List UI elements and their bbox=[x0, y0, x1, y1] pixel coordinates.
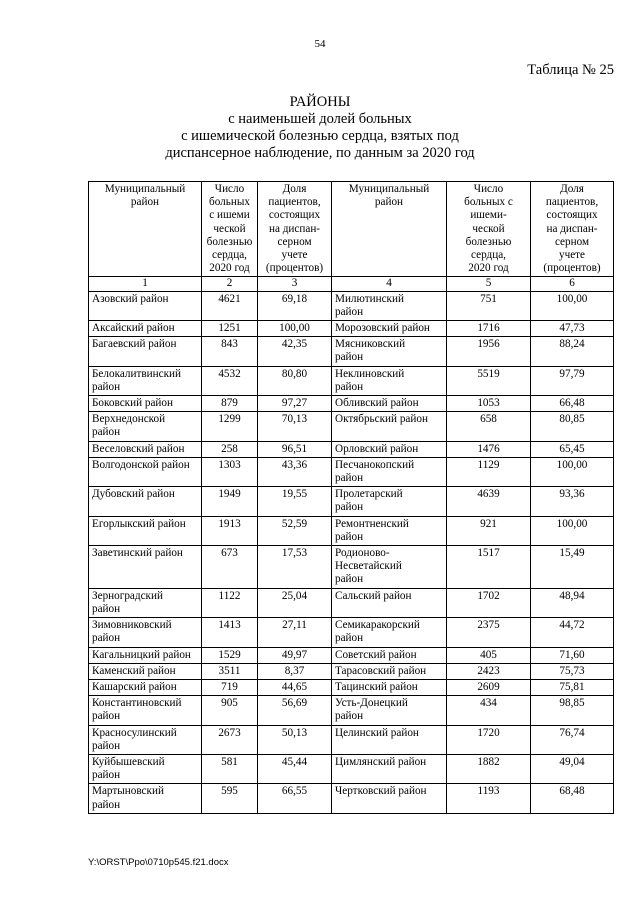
district-name-line: Тацинский район bbox=[335, 680, 418, 693]
district-name-line: Зерноградский bbox=[92, 589, 163, 602]
patient-count-cell: 1882 bbox=[447, 754, 531, 783]
patient-count-cell: 434 bbox=[447, 696, 531, 725]
header-line: 2020 год bbox=[468, 262, 509, 275]
header-line: Доля bbox=[282, 183, 307, 195]
district-name-line: район bbox=[92, 426, 121, 439]
patient-count-cell: 405 bbox=[447, 647, 531, 663]
share-percent-cell: 69,18 bbox=[258, 291, 332, 320]
district-name-line: район bbox=[335, 380, 364, 393]
column-number: 6 bbox=[531, 277, 614, 291]
district-name-line: Мартыновский bbox=[92, 785, 164, 798]
patient-count-cell: 5519 bbox=[447, 366, 531, 395]
district-name-line: Песчанокопский bbox=[335, 458, 415, 471]
page-number: 54 bbox=[314, 38, 326, 50]
district-name-cell bbox=[89, 337, 202, 366]
district-name-line: Дубовский район bbox=[92, 488, 175, 501]
patient-count-cell: 4639 bbox=[447, 487, 531, 516]
district-name-cell bbox=[332, 618, 447, 647]
district-name-line: Неклиновский bbox=[335, 367, 405, 380]
table-row bbox=[89, 396, 614, 412]
share-percent-cell: 56,69 bbox=[258, 696, 332, 725]
header-line: район bbox=[374, 196, 404, 209]
district-name-cell bbox=[332, 291, 447, 320]
share-percent-cell: 25,04 bbox=[258, 588, 332, 617]
header-line: болезнью bbox=[465, 235, 512, 248]
document-title bbox=[0, 94, 640, 162]
header-line: пациентов, bbox=[268, 196, 321, 209]
header-row bbox=[89, 182, 614, 277]
district-name-line: Аксайский район bbox=[92, 322, 175, 335]
share-percent-cell: 15,49 bbox=[531, 546, 614, 589]
share-percent-cell: 65,45 bbox=[531, 441, 614, 457]
district-name-line: Морозовский район bbox=[335, 322, 430, 335]
patient-count-cell: 1122 bbox=[202, 588, 258, 617]
header-line: пациентов, bbox=[545, 196, 599, 209]
column-number: 2 bbox=[202, 277, 258, 291]
district-name-line: Куйбышевский bbox=[92, 755, 165, 768]
district-name-line: Каменский район bbox=[92, 664, 176, 677]
district-name-cell bbox=[89, 679, 202, 695]
patient-count-cell: 905 bbox=[202, 696, 258, 725]
header-line: Доля bbox=[560, 183, 584, 195]
district-name-line: Белокалитвинский bbox=[92, 367, 181, 380]
share-percent-cell: 47,73 bbox=[531, 321, 614, 337]
share-percent-cell: 100,00 bbox=[258, 321, 332, 337]
district-name-line: район bbox=[92, 632, 121, 645]
patient-count-cell: 1949 bbox=[202, 487, 258, 516]
column-number: 4 bbox=[332, 277, 447, 291]
header-share bbox=[258, 182, 332, 277]
share-percent-cell: 97,79 bbox=[531, 366, 614, 395]
header-line: Число bbox=[214, 183, 245, 195]
district-name-cell bbox=[332, 487, 447, 516]
share-percent-cell: 80,85 bbox=[531, 412, 614, 441]
patient-count-cell: 1702 bbox=[447, 588, 531, 617]
table-row bbox=[89, 754, 614, 783]
patient-count-cell: 1517 bbox=[447, 546, 531, 589]
header-line: ческой bbox=[472, 222, 505, 235]
header-line: сердца, bbox=[212, 249, 247, 262]
header-line: на диспан- bbox=[546, 222, 598, 235]
district-name-cell bbox=[332, 754, 447, 783]
table-row bbox=[89, 516, 614, 545]
patient-count-cell: 673 bbox=[202, 546, 258, 589]
district-name-line: Ремонтненский bbox=[335, 517, 409, 530]
header-share bbox=[531, 182, 614, 277]
patient-count-cell: 843 bbox=[202, 337, 258, 366]
patient-count-cell: 1251 bbox=[202, 321, 258, 337]
district-name-line: Чертковский район bbox=[335, 785, 427, 798]
district-name-line: Волгодонской район bbox=[92, 458, 190, 471]
header-line: состоящих bbox=[268, 209, 321, 222]
header-line: (процентов) bbox=[265, 262, 324, 275]
district-name-cell bbox=[332, 588, 447, 617]
header-line: на диспан- bbox=[268, 222, 321, 235]
patient-count-cell: 2375 bbox=[447, 618, 531, 647]
district-name-line: район bbox=[335, 472, 364, 485]
district-name-cell bbox=[89, 696, 202, 725]
share-percent-cell: 42,35 bbox=[258, 337, 332, 366]
district-name-line: Советский район bbox=[335, 648, 417, 661]
patient-count-cell: 921 bbox=[447, 516, 531, 545]
patient-count-cell: 1413 bbox=[202, 618, 258, 647]
header-line: 2020 год bbox=[209, 262, 250, 275]
district-name-cell bbox=[89, 663, 202, 679]
district-name-line: район bbox=[335, 632, 364, 645]
district-name-line: район bbox=[92, 798, 121, 811]
district-name-cell bbox=[332, 546, 447, 589]
district-name-line: Веселовский район bbox=[92, 442, 185, 455]
patient-count-cell: 719 bbox=[202, 679, 258, 695]
header-line: состоящих bbox=[546, 209, 598, 222]
district-name-cell bbox=[89, 366, 202, 395]
table-row bbox=[89, 457, 614, 486]
district-name-line: Егорлыкский район bbox=[92, 517, 186, 530]
district-name-cell bbox=[332, 441, 447, 457]
district-name-cell bbox=[332, 679, 447, 695]
share-percent-cell: 80,80 bbox=[258, 366, 332, 395]
patient-count-cell: 3511 bbox=[202, 663, 258, 679]
district-name-line: район bbox=[92, 769, 121, 782]
district-name-line: район bbox=[335, 710, 364, 723]
share-percent-cell: 19,55 bbox=[258, 487, 332, 516]
table-row bbox=[89, 784, 614, 813]
district-name-line: Родионово- bbox=[335, 547, 390, 560]
district-name-line: Цимлянский район bbox=[335, 755, 427, 768]
title-line: с наименьшей долей больных bbox=[228, 111, 412, 127]
district-name-cell bbox=[332, 663, 447, 679]
district-name-cell bbox=[89, 754, 202, 783]
header-line: серном bbox=[554, 235, 590, 248]
district-name-cell bbox=[89, 487, 202, 516]
column-number: 1 bbox=[89, 277, 202, 291]
district-name-cell bbox=[89, 647, 202, 663]
table-row bbox=[89, 696, 614, 725]
patient-count-cell: 2673 bbox=[202, 725, 258, 754]
share-percent-cell: 45,44 bbox=[258, 754, 332, 783]
table-row bbox=[89, 337, 614, 366]
district-name-cell bbox=[89, 546, 202, 589]
header-line: Муниципальный bbox=[348, 183, 430, 195]
header-patient-count bbox=[202, 182, 258, 277]
district-name-cell bbox=[332, 784, 447, 813]
district-name-cell bbox=[332, 412, 447, 441]
share-percent-cell: 97,27 bbox=[258, 396, 332, 412]
district-name-cell bbox=[89, 321, 202, 337]
header-line: с ишеми bbox=[209, 209, 250, 222]
share-percent-cell: 88,24 bbox=[531, 337, 614, 366]
district-name-cell bbox=[332, 396, 447, 412]
header-district bbox=[332, 182, 447, 277]
district-name-cell bbox=[332, 647, 447, 663]
header-line: ческой bbox=[213, 222, 246, 235]
district-name-cell bbox=[89, 588, 202, 617]
title-subtitle bbox=[0, 111, 640, 162]
district-name-line: Мясниковский bbox=[335, 338, 406, 351]
patient-count-cell: 1193 bbox=[447, 784, 531, 813]
share-percent-cell: 8,37 bbox=[258, 663, 332, 679]
district-name-line: Орловский район bbox=[335, 442, 419, 455]
share-percent-cell: 96,51 bbox=[258, 441, 332, 457]
table-row bbox=[89, 663, 614, 679]
district-name-cell bbox=[332, 516, 447, 545]
table-row bbox=[89, 366, 614, 395]
patient-count-cell: 4621 bbox=[202, 291, 258, 320]
share-percent-cell: 44,72 bbox=[531, 618, 614, 647]
table-row bbox=[89, 487, 614, 516]
patient-count-cell: 2423 bbox=[447, 663, 531, 679]
district-name-line: Багаевский район bbox=[92, 338, 177, 351]
share-percent-cell: 50,13 bbox=[258, 725, 332, 754]
table-row bbox=[89, 291, 614, 320]
share-percent-cell: 100,00 bbox=[531, 516, 614, 545]
patient-count-cell: 2609 bbox=[447, 679, 531, 695]
districts-table bbox=[88, 181, 614, 814]
header-line: сердца, bbox=[471, 249, 506, 262]
table-row bbox=[89, 725, 614, 754]
district-name-cell bbox=[89, 441, 202, 457]
share-percent-cell: 66,55 bbox=[258, 784, 332, 813]
header-line: серном bbox=[277, 235, 312, 248]
share-percent-cell: 70,13 bbox=[258, 412, 332, 441]
share-percent-cell: 49,97 bbox=[258, 647, 332, 663]
patient-count-cell: 879 bbox=[202, 396, 258, 412]
share-percent-cell: 71,60 bbox=[531, 647, 614, 663]
district-name-cell bbox=[89, 784, 202, 813]
share-percent-cell: 75,81 bbox=[531, 679, 614, 695]
share-percent-cell: 52,59 bbox=[258, 516, 332, 545]
district-name-line: Зимовниковский bbox=[92, 619, 172, 632]
table-row bbox=[89, 588, 614, 617]
patient-count-cell: 1129 bbox=[447, 457, 531, 486]
share-percent-cell: 44,65 bbox=[258, 679, 332, 695]
share-percent-cell: 66,48 bbox=[531, 396, 614, 412]
district-name-cell bbox=[332, 457, 447, 486]
share-percent-cell: 49,04 bbox=[531, 754, 614, 783]
patient-count-cell: 1299 bbox=[202, 412, 258, 441]
district-name-line: Константиновский bbox=[92, 697, 182, 710]
share-percent-cell: 27,11 bbox=[258, 618, 332, 647]
district-name-cell bbox=[89, 516, 202, 545]
patient-count-cell: 751 bbox=[447, 291, 531, 320]
column-number: 5 bbox=[447, 277, 531, 291]
share-percent-cell: 43,36 bbox=[258, 457, 332, 486]
district-name-line: Тарасовский район bbox=[335, 664, 427, 677]
district-name-line: район bbox=[92, 739, 121, 752]
district-name-cell bbox=[89, 618, 202, 647]
patient-count-cell: 595 bbox=[202, 784, 258, 813]
district-name-line: Усть-Донецкий bbox=[335, 697, 408, 710]
district-name-cell bbox=[89, 412, 202, 441]
district-name-line: район bbox=[335, 501, 364, 514]
district-name-line: Пролетарский bbox=[335, 488, 403, 501]
patient-count-cell: 1476 bbox=[447, 441, 531, 457]
header-line: ишеми- bbox=[470, 209, 507, 222]
share-percent-cell: 48,94 bbox=[531, 588, 614, 617]
district-name-line: Кагальницкий район bbox=[92, 648, 191, 661]
patient-count-cell: 1716 bbox=[447, 321, 531, 337]
patient-count-cell: 258 bbox=[202, 441, 258, 457]
patient-count-cell: 1303 bbox=[202, 457, 258, 486]
district-name-line: Семикаракорский bbox=[335, 619, 420, 632]
district-name-line: Верхнедонской bbox=[92, 413, 166, 426]
district-name-cell bbox=[89, 291, 202, 320]
header-line: район bbox=[130, 196, 160, 209]
table-row bbox=[89, 647, 614, 663]
patient-count-cell: 1956 bbox=[447, 337, 531, 366]
district-name-line: район bbox=[92, 380, 121, 393]
district-name-line: район bbox=[335, 573, 364, 586]
header-district bbox=[89, 182, 202, 277]
district-name-line: Октябрьский район bbox=[335, 413, 428, 426]
header-line: Муниципальный bbox=[104, 183, 186, 195]
header-line: больных bbox=[209, 196, 250, 209]
district-name-line: район bbox=[92, 710, 121, 723]
district-name-cell bbox=[89, 457, 202, 486]
district-name-cell bbox=[332, 725, 447, 754]
table-row bbox=[89, 546, 614, 589]
district-name-line: Обливский район bbox=[335, 397, 419, 410]
table-row bbox=[89, 412, 614, 441]
patient-count-cell: 1053 bbox=[447, 396, 531, 412]
district-name-cell bbox=[332, 366, 447, 395]
district-name-line: Заветинский район bbox=[92, 547, 183, 560]
district-name-line: Целинский район bbox=[335, 726, 419, 739]
header-line: болезнью bbox=[206, 235, 253, 248]
title-main: РАЙОНЫ bbox=[289, 94, 351, 110]
district-name-cell bbox=[89, 396, 202, 412]
share-percent-cell: 100,00 bbox=[531, 291, 614, 320]
header-line: учете bbox=[558, 249, 586, 262]
column-number: 3 bbox=[258, 277, 332, 291]
district-name-line: Сальский район bbox=[335, 589, 412, 602]
share-percent-cell: 98,85 bbox=[531, 696, 614, 725]
district-name-line: Азовский район bbox=[92, 292, 169, 305]
district-name-cell bbox=[332, 337, 447, 366]
table-body bbox=[89, 291, 614, 813]
share-percent-cell: 75,73 bbox=[531, 663, 614, 679]
district-name-line: район bbox=[335, 530, 364, 543]
patient-count-cell: 1529 bbox=[202, 647, 258, 663]
header-line: учете bbox=[281, 249, 308, 262]
district-name-line: Милютинский bbox=[335, 292, 404, 305]
district-name-line: Кашарский район bbox=[92, 680, 177, 693]
header-line: Число bbox=[473, 183, 504, 195]
patient-count-cell: 1913 bbox=[202, 516, 258, 545]
share-percent-cell: 100,00 bbox=[531, 457, 614, 486]
district-name-line: район bbox=[335, 305, 364, 318]
district-name-line: район bbox=[335, 351, 364, 364]
district-name-line: Боковский район bbox=[92, 397, 173, 410]
title-line: диспансерное наблюдение, по данным за 2020 год bbox=[165, 145, 475, 161]
share-percent-cell: 76,74 bbox=[531, 725, 614, 754]
table-header bbox=[89, 182, 614, 292]
patient-count-cell: 1720 bbox=[447, 725, 531, 754]
patient-count-cell: 581 bbox=[202, 754, 258, 783]
share-percent-cell: 68,48 bbox=[531, 784, 614, 813]
table-row bbox=[89, 679, 614, 695]
district-name-line: Несветайский bbox=[335, 560, 402, 573]
column-numbers-row bbox=[89, 277, 614, 291]
district-name-cell bbox=[332, 321, 447, 337]
header-patient-count bbox=[447, 182, 531, 277]
file-path-footer: Y:\ORST\Ppo\0710p545.f21.docx bbox=[88, 857, 229, 868]
district-name-line: район bbox=[92, 602, 121, 615]
district-name-line: Красносулинский bbox=[92, 726, 177, 739]
share-percent-cell: 93,36 bbox=[531, 487, 614, 516]
table-label: Таблица № 25 bbox=[527, 62, 614, 78]
title-line: с ишемической болезнью сердца, взятых под bbox=[181, 128, 459, 144]
patient-count-cell: 658 bbox=[447, 412, 531, 441]
share-percent-cell: 17,53 bbox=[258, 546, 332, 589]
table-row bbox=[89, 618, 614, 647]
patient-count-cell: 4532 bbox=[202, 366, 258, 395]
district-name-cell bbox=[89, 725, 202, 754]
table-row bbox=[89, 321, 614, 337]
header-line: (процентов) bbox=[543, 262, 601, 275]
table-row bbox=[89, 441, 614, 457]
district-name-cell bbox=[332, 696, 447, 725]
header-line: больных с bbox=[464, 196, 513, 209]
